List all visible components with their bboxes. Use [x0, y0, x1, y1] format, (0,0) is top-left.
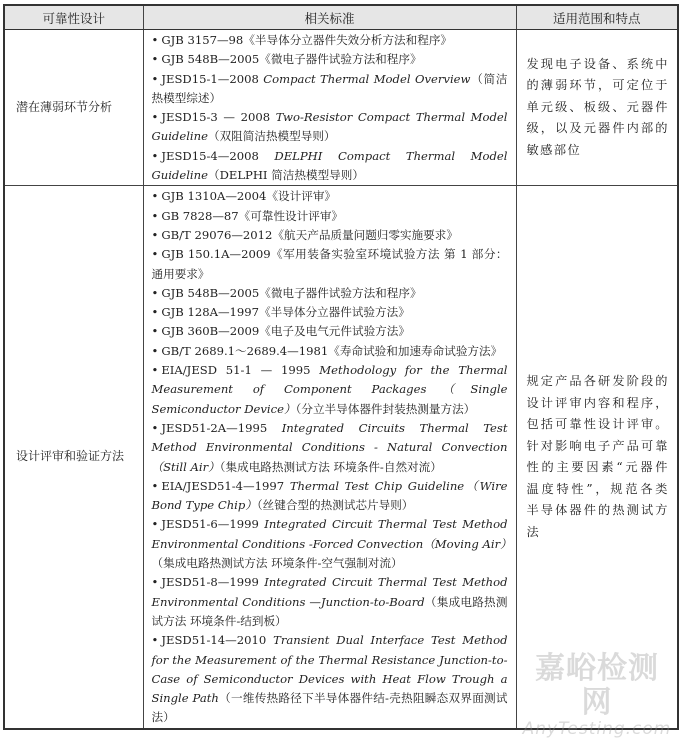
- standard-code: GJB 1310A—2004: [161, 189, 267, 204]
- standard-title-en: Thermal Test Chip Guideline（Wire Bond Type Chip）: [151, 478, 508, 513]
- bullet-icon: •: [151, 208, 159, 223]
- watermark-en: AnyTesting.com: [522, 719, 672, 739]
- table-row: [4, 186, 678, 729]
- standard-item: [152, 187, 508, 206]
- header-reliability-design: 可靠性设计: [4, 5, 143, 30]
- standard-code: GJB 360B—2009: [161, 324, 260, 339]
- standard-title-cn: （集成电路热测试方法 环境条件-自然对流）: [219, 459, 442, 474]
- standard-title-cn: （丝键合型的热测试芯片导则）: [256, 498, 414, 513]
- table-row: [4, 30, 678, 186]
- standard-title-en: Compact Thermal Model Overview: [263, 71, 471, 86]
- standard-title-cn: 《电子及电气元件试验方法》: [259, 324, 410, 339]
- reliability-standards-table: [3, 4, 679, 730]
- standard-item: [152, 31, 508, 50]
- standard-title-cn: 《半导体分立器件失效分析方法和程序》: [243, 33, 453, 47]
- bullet-icon: •: [151, 247, 159, 262]
- standard-item: [152, 284, 508, 303]
- bullet-icon: •: [151, 420, 159, 435]
- bullet-icon: •: [151, 343, 159, 358]
- bullet-icon: •: [151, 71, 159, 86]
- scope-cell: 发现电子设备、系统中的薄弱环节，可定位于单元级、板级、元器件级，以及元器件内部的敏感部位: [516, 30, 678, 186]
- standard-item: [152, 419, 508, 477]
- standard-title-cn: 《军用装备实验室环境试验方法 第 1 部分：通用要求》: [151, 247, 508, 281]
- standard-item: [152, 245, 508, 284]
- bullet-icon: •: [151, 52, 159, 67]
- bullet-icon: •: [151, 33, 159, 47]
- standard-code: GJB 548B—2005: [161, 285, 260, 300]
- bullet-icon: •: [151, 189, 159, 204]
- standard-code: JESD15-3 — 2008: [161, 110, 271, 125]
- category-cell: 设计评审和验证方法: [4, 186, 143, 729]
- bullet-icon: •: [151, 227, 159, 242]
- standard-item: [152, 207, 508, 226]
- standard-title-cn: 《寿命试验和加速寿命试验方法》: [328, 343, 503, 358]
- standard-title-cn: 《航天产品质量问题归零实施要求》: [272, 227, 458, 242]
- standard-title-cn: （集成电路热测试方法 环境条件-结到板）: [151, 594, 508, 628]
- bullet-icon: •: [151, 363, 159, 378]
- standard-item: [152, 226, 508, 245]
- standard-title-cn: 《半导体分立器件试验方法》: [259, 305, 410, 320]
- standard-title-en: Transient Dual Interface Test Method for the Measurement of the Thermal Resistance Junction-to-Case of Semiconductor Devices with Heat Flow Trough a Single Path: [151, 633, 508, 706]
- standard-code: GJB 548B—2005: [161, 52, 260, 67]
- standard-title-en: DELPHI Compact Thermal Model Guideline: [151, 148, 508, 183]
- standard-code: EIA/JESD51-4—1997: [161, 478, 285, 493]
- standard-code: GB 7828—87: [161, 208, 239, 223]
- standard-title-cn: （简洁热模型综述）: [151, 71, 508, 105]
- standards-cell: [143, 30, 516, 186]
- header-scope-features: 适用范围和特点: [516, 5, 678, 30]
- standard-title-cn: （DELPHI 简洁热模型导则）: [207, 168, 364, 183]
- standard-code: GJB 150.1A—2009: [161, 247, 271, 262]
- standard-item: [152, 342, 508, 361]
- bullet-icon: •: [151, 110, 159, 125]
- standard-item: [152, 70, 508, 109]
- standard-code: GJB 3157—98: [161, 33, 244, 47]
- watermark-cn: 嘉峪检测网: [535, 651, 659, 720]
- standard-item: [152, 631, 508, 727]
- standard-code: JESD51-8—1999: [161, 575, 259, 590]
- standard-code: GJB 128A—1997: [161, 305, 260, 320]
- bullet-icon: •: [151, 305, 159, 320]
- bullet-icon: •: [151, 633, 159, 648]
- standards-cell: [143, 186, 516, 729]
- scope-cell: 规定产品各研发阶段的设计评审内容和程序，包括可靠性设计评审。针对影响电子产品可靠性的主要因素“元器件温度特性”，规范各类半导体器件的热测试方法: [516, 186, 678, 729]
- standard-code: GB/T 29076—2012: [161, 227, 273, 242]
- bullet-icon: •: [151, 285, 159, 300]
- category-cell: 潜在薄弱环节分析: [4, 30, 143, 186]
- header-row: [4, 5, 678, 30]
- standard-item: [152, 147, 508, 186]
- standard-title-en: Two-Resistor Compact Thermal Model Guideline: [151, 110, 508, 144]
- standard-code: JESD51-2A—1995: [161, 420, 268, 435]
- standard-title-cn: 《微电子器件试验方法和程序》: [259, 285, 422, 300]
- bullet-icon: •: [151, 148, 159, 163]
- standard-item: [152, 477, 508, 516]
- standard-title-en: Integrated Circuit Thermal Test Method Environmental Conditions —Junction-to-Board: [151, 575, 508, 609]
- standard-item: [152, 303, 508, 322]
- standard-code: EIA/JESD 51-1 — 1995: [161, 363, 311, 378]
- standard-title-cn: 《可靠性设计评审》: [238, 208, 344, 223]
- bullet-icon: •: [151, 478, 159, 493]
- standard-title-en: Methodology for the Thermal Measurement of Component Packages（Single Semiconductor Device）: [151, 363, 508, 416]
- bullet-icon: •: [151, 324, 159, 339]
- standard-code: JESD51-6—1999: [161, 517, 259, 532]
- standard-title-cn: 《微电子器件试验方法和程序》: [259, 52, 422, 67]
- standard-title-cn: （分立半导体器件封装热测量方法）: [295, 401, 476, 416]
- standard-title-cn: （双阻简洁热模型导则）: [207, 129, 336, 144]
- standard-item: [152, 573, 508, 631]
- standard-item: [152, 361, 508, 419]
- standard-title-cn: 《设计评审》: [266, 189, 337, 204]
- standard-title-cn: （一维传热路径下半导体器件结-壳热阻瞬态双界面测试法）: [151, 691, 508, 725]
- standard-code: GB/T 2689.1～2689.4—1981: [161, 343, 329, 358]
- standard-title-cn: （集成电路热测试方法 环境条件-空气强制对流）: [151, 556, 403, 571]
- standard-code: JESD15-1—2008: [161, 71, 259, 86]
- standard-code: JESD51-14—2010: [161, 633, 267, 648]
- bullet-icon: •: [151, 517, 159, 532]
- standard-item: [152, 322, 508, 341]
- bullet-icon: •: [151, 575, 159, 590]
- standard-title-en: Integrated Circuits Thermal Test Method Environmental Conditions - Natural Convection（Still Air）: [151, 420, 508, 474]
- standard-item: [151, 515, 512, 573]
- standard-item: [152, 108, 508, 147]
- standard-code: JESD15-4—2008: [161, 148, 259, 163]
- standard-item: [152, 50, 508, 69]
- standard-title-en: Integrated Circuit Thermal Test Method Environmental Conditions -Forced Convection（Moving Air）: [151, 517, 512, 551]
- header-related-standards: 相关标准: [143, 5, 516, 30]
